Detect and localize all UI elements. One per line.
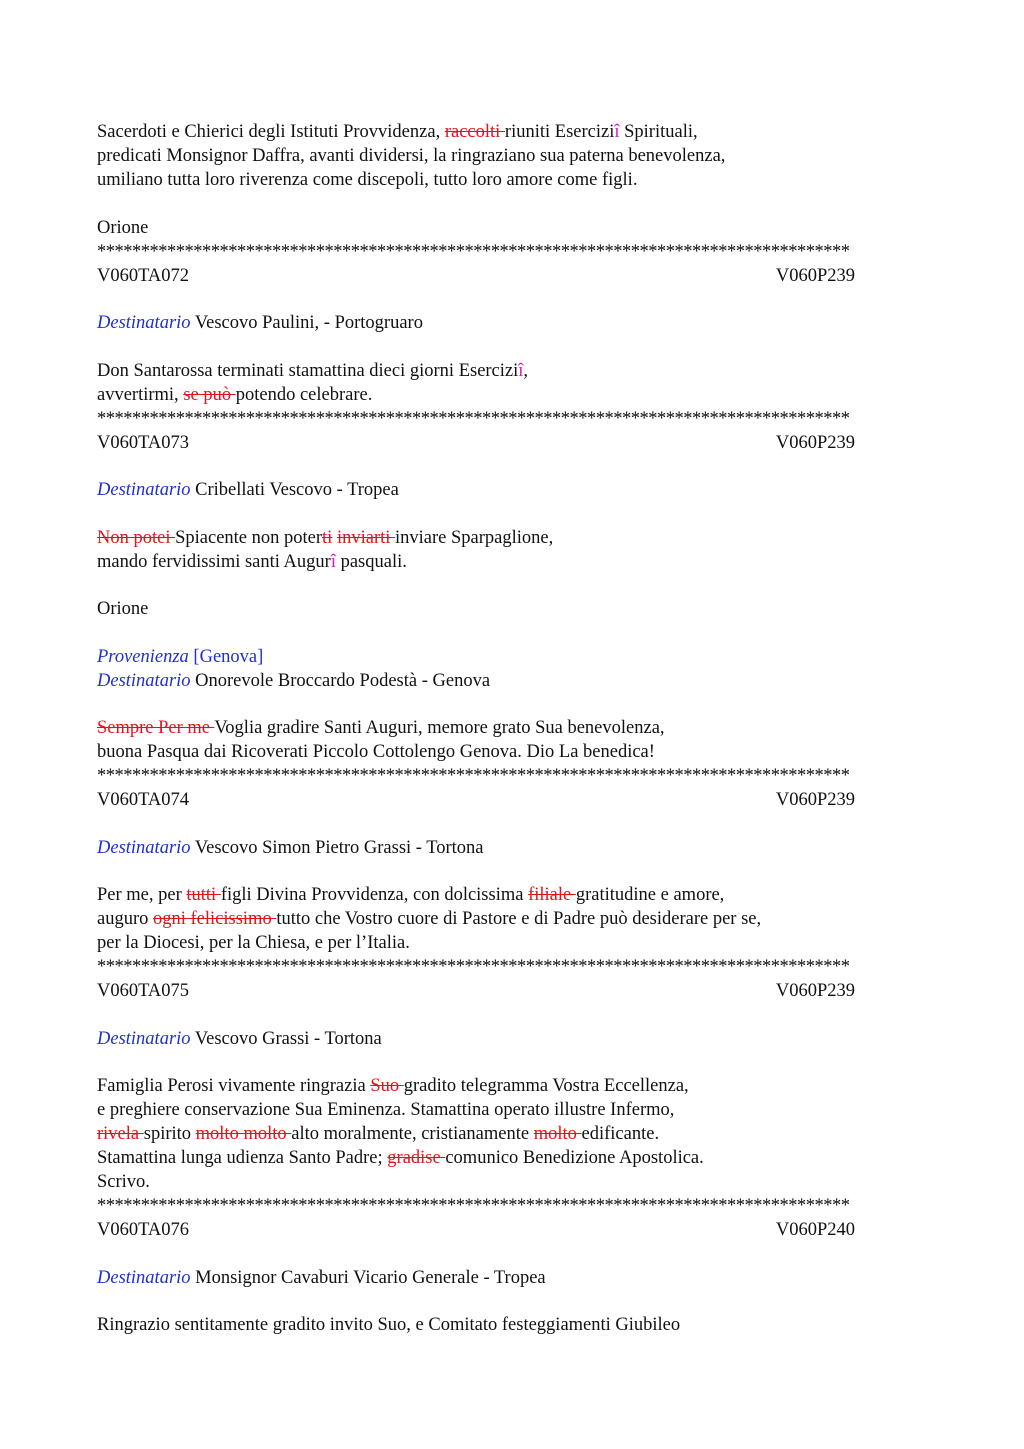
inserted-mark: î	[614, 122, 620, 142]
field-value: Monsignor Cavaburi Vicario Generale - Tropea	[195, 1267, 546, 1288]
spacer	[97, 288, 927, 312]
text-run: gratitudine e amore,	[575, 885, 725, 905]
spacer	[97, 1003, 927, 1027]
text-run: e preghiere conservazione Sua Eminenza. Stamattina operato illustre Infermo,	[97, 1100, 675, 1120]
body-line	[97, 883, 927, 907]
reference-row	[97, 431, 855, 455]
page-code: V060P239	[775, 981, 855, 1001]
text-run: Per me, per	[97, 885, 187, 905]
text-run: mando fervidissimi santi Augur	[97, 551, 331, 572]
deleted-text: se può	[183, 384, 236, 405]
spacer	[97, 1242, 927, 1266]
text-run: Scrivo.	[97, 1172, 150, 1192]
body-line	[97, 1146, 927, 1170]
body-line	[97, 1074, 927, 1098]
reference-row	[97, 264, 855, 288]
telegram-code: V060TA076	[97, 1220, 190, 1240]
deleted-text: gradise	[387, 1148, 446, 1168]
spacer	[97, 455, 927, 479]
separator-line: **************************************************************************************	[97, 241, 850, 262]
telegram-code: V060TA072	[97, 265, 190, 286]
text-run: riuniti Esercizi	[504, 122, 615, 142]
text-run: ,	[523, 360, 529, 381]
text-run: Ringrazio sentitamente gradito invito Suo, e Comitato festeggiamenti Giubileo	[97, 1315, 681, 1335]
page-code: V060P239	[775, 265, 855, 286]
separator-line: **************************************************************************************	[97, 1196, 850, 1216]
text-run: figli Divina Provvidenza, con dolcissima	[220, 885, 529, 905]
deleted-text: inviarti	[336, 527, 396, 548]
body-line	[97, 931, 927, 955]
body-line	[97, 120, 927, 144]
text-run: Stamattina lunga udienza Santo Padre;	[97, 1148, 388, 1168]
document-page	[97, 120, 927, 1337]
recipient-line	[97, 836, 927, 860]
recipient-line	[97, 1027, 927, 1051]
field-label: Destinatario	[97, 1267, 191, 1288]
body-line	[97, 526, 927, 550]
field-label: Destinatario	[97, 837, 191, 858]
reference-row	[97, 788, 855, 812]
spacer	[97, 502, 927, 526]
deleted-text: tutti	[186, 885, 221, 905]
page-code: V060P240	[775, 1220, 855, 1240]
body-line	[97, 907, 927, 931]
inserted-mark: î	[518, 360, 524, 381]
text-run: pasquali.	[335, 551, 407, 572]
text-run: buona Pasqua dai Ricoverati Piccolo Cottolengo Genova. Dio La benedica!	[97, 742, 655, 762]
body-line	[97, 1098, 927, 1122]
page-code: V060P239	[775, 790, 855, 810]
field-label: Destinatario	[97, 1028, 191, 1049]
spacer	[97, 574, 927, 598]
deleted-text: rivela	[97, 1124, 144, 1144]
deleted-text: raccolti	[444, 122, 505, 142]
body-line	[97, 1313, 927, 1337]
text-run: Sacerdoti e Chierici degli Istituti Provvidenza,	[97, 122, 445, 142]
body-line	[97, 359, 927, 383]
field-value: Cribellati Vescovo - Tropea	[195, 480, 399, 500]
deleted-text: molto molto	[195, 1124, 292, 1144]
body-line	[97, 550, 927, 574]
separator-line: **************************************************************************************	[97, 766, 850, 786]
recipient-line	[97, 478, 927, 502]
inserted-mark: î	[330, 551, 336, 572]
body-line	[97, 1122, 927, 1146]
text-run: comunico Benedizione Apostolica.	[445, 1148, 704, 1168]
field-value: Vescovo Paulini, - Portogruaro	[194, 313, 423, 333]
telegram-code: V060TA075	[97, 981, 190, 1001]
field-label: Destinatario	[97, 313, 191, 333]
text-run: tutto che Vostro cuore di Pastore e di Padre può desiderare per se,	[276, 909, 762, 929]
spacer	[97, 335, 927, 359]
text-run: Voglia gradire Santi Auguri, memore grato Sua benevolenza,	[214, 718, 665, 738]
text-run: potendo celebrare.	[235, 384, 373, 405]
body-line	[97, 1170, 927, 1194]
text-run: Don Santarossa terminati stamattina dieci giorni Esercizi	[97, 360, 519, 381]
spacer	[97, 860, 927, 884]
deleted-text: Non potei	[97, 527, 176, 548]
deleted-text: molto	[533, 1124, 582, 1144]
text-run: umiliano tutta loro riverenza come discepoli, tutto loro amore come figli.	[97, 170, 638, 190]
body-line	[97, 144, 927, 168]
telegram-code: V060TA073	[97, 432, 190, 453]
recipient-line	[97, 669, 927, 693]
reference-row	[97, 1218, 855, 1242]
telegram-code: V060TA074	[97, 790, 190, 810]
recipient-line	[97, 311, 927, 335]
text-run: auguro	[97, 909, 153, 929]
deleted-text: filiale	[528, 885, 576, 905]
separator-line: **************************************************************************************	[97, 408, 850, 429]
text-run: Spiacente non poter	[175, 527, 323, 548]
field-label: Destinatario	[97, 670, 191, 691]
deleted-text: Suo	[370, 1076, 404, 1096]
deleted-text: ti	[322, 527, 333, 548]
separator-line: **************************************************************************************	[97, 957, 850, 977]
spacer	[97, 621, 927, 645]
text-run: Famiglia Perosi vivamente ringrazia	[97, 1076, 371, 1096]
spacer	[97, 1290, 927, 1314]
text-run: Spirituali,	[619, 122, 698, 142]
spacer	[97, 693, 927, 717]
deleted-text: Sempre Per me	[97, 718, 215, 738]
origin-line	[97, 645, 927, 669]
field-value: Onorevole Broccardo Podestà - Genova	[195, 670, 491, 691]
field-value: [Genova]	[193, 646, 264, 667]
recipient-line	[97, 1266, 927, 1290]
body-line	[97, 383, 927, 407]
page-code: V060P239	[775, 432, 855, 453]
text-run: spirito	[143, 1124, 196, 1144]
reference-row	[97, 979, 855, 1003]
text-run: alto moralmente, cristianamente	[291, 1124, 534, 1144]
text-run: per la Diocesi, per la Chiesa, e per l’Italia.	[97, 933, 410, 953]
body-line	[97, 716, 927, 740]
signature: Orione	[97, 599, 149, 619]
field-value: Vescovo Grassi - Tortona	[194, 1028, 382, 1049]
field-label: Destinatario	[97, 480, 191, 500]
deleted-text: ogni felicissimo	[153, 909, 277, 929]
text-run: predicati Monsignor Daffra, avanti dividersi, la ringraziano sua paterna benevolenza,	[97, 146, 726, 166]
text-run: avvertirmi,	[97, 384, 184, 405]
field-value: Vescovo Simon Pietro Grassi - Tortona	[194, 837, 484, 858]
text-run: gradito telegramma Vostra Eccellenza,	[403, 1076, 689, 1096]
body-line	[97, 168, 927, 192]
spacer	[97, 812, 927, 836]
field-label: Provenienza	[97, 646, 189, 667]
text-run: edificante.	[581, 1124, 660, 1144]
signature: Orione	[97, 217, 149, 238]
body-line	[97, 740, 927, 764]
spacer	[97, 192, 927, 216]
text-run: inviare Sparpaglione,	[395, 527, 554, 548]
spacer	[97, 1051, 927, 1075]
